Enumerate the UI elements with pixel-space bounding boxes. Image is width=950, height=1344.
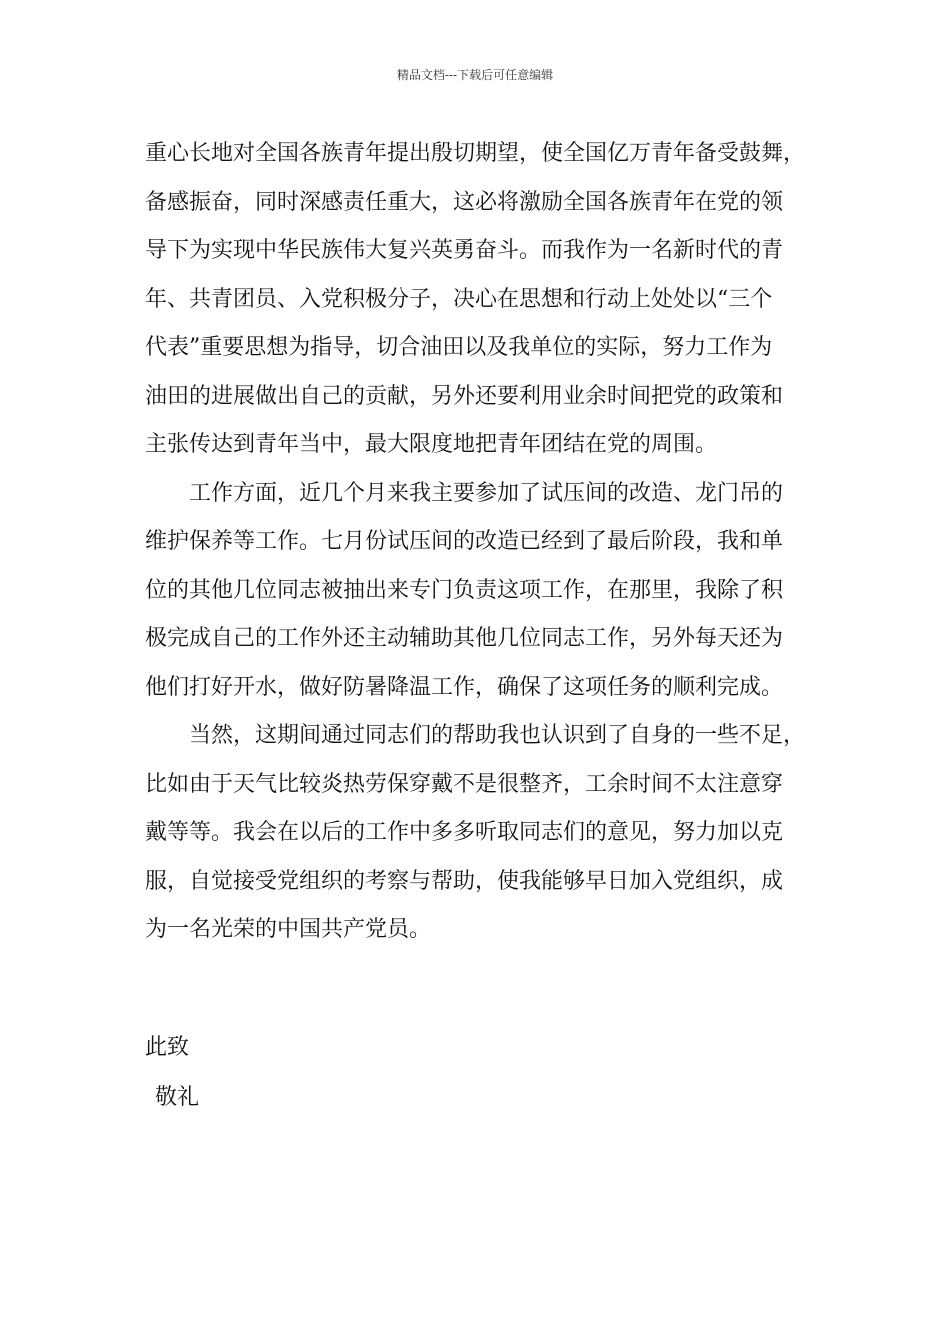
- page-header: 精品文档---下载后可任意编辑: [396, 68, 554, 82]
- text-line: 备感振奋，同时深感责任重大，这必将激励全国各族青年在党的领: [145, 189, 784, 215]
- text-line: 重心长地对全国各族青年提出殷切期望，使全国亿万青年备受鼓舞，: [145, 141, 806, 166]
- text-line: 比如由于天气比较炎热劳保穿戴不是很整齐，工余时间不太注意穿: [145, 771, 784, 797]
- text-line: 工作方面，近几个月来我主要参加了试压间的改造、龙门吊的: [145, 480, 784, 506]
- text-line: 极完成自己的工作外还主动辅助其他几位同志工作，另外每天还为: [145, 626, 784, 651]
- text-line: 维护保养等工作。七月份试压间的改造已经到了最后阶段，我和单: [145, 529, 784, 554]
- text-line: 油田的进展做出自己的贡献，另外还要利用业余时间把党的政策和: [145, 383, 784, 409]
- text-line: 年、共青团员、入党积极分子，决心在思想和行动上处处以“三个: [145, 286, 773, 312]
- paragraph-1: [145, 130, 835, 470]
- text-line: 代表”重要思想为指导，切合油田以及我单位的实际，努力工作为: [145, 335, 773, 360]
- closing-salutation: 此致: [145, 1035, 190, 1060]
- letter-body: [145, 130, 835, 955]
- text-line: 主张传达到青年当中，最大限度地把青年团结在党的周围。: [145, 432, 718, 457]
- text-line: 当然，这期间通过同志们的帮助我也认识到了自身的一些不足，: [145, 723, 806, 748]
- text-line: 服，自觉接受党组织的考察与帮助，使我能够早日加入党组织，成: [145, 868, 784, 894]
- text-line: 戴等等。我会在以后的工作中多多听取同志们的意见，努力加以克: [145, 820, 784, 845]
- text-line: 位的其他几位同志被抽出来专门负责这项工作，在那里，我除了积: [145, 577, 784, 603]
- closing-regards: 敬礼: [155, 1085, 200, 1110]
- text-line: 导下为实现中华民族伟大复兴英勇奋斗。而我作为一名新时代的青: [145, 238, 784, 263]
- text-line: 他们打好开水，做好防暑降温工作，确保了这项任务的顺利完成。: [145, 674, 784, 700]
- paragraph-2: [145, 470, 835, 713]
- text-line: 为一名光荣的中国共产党员。: [145, 917, 432, 942]
- paragraph-3: [145, 712, 835, 955]
